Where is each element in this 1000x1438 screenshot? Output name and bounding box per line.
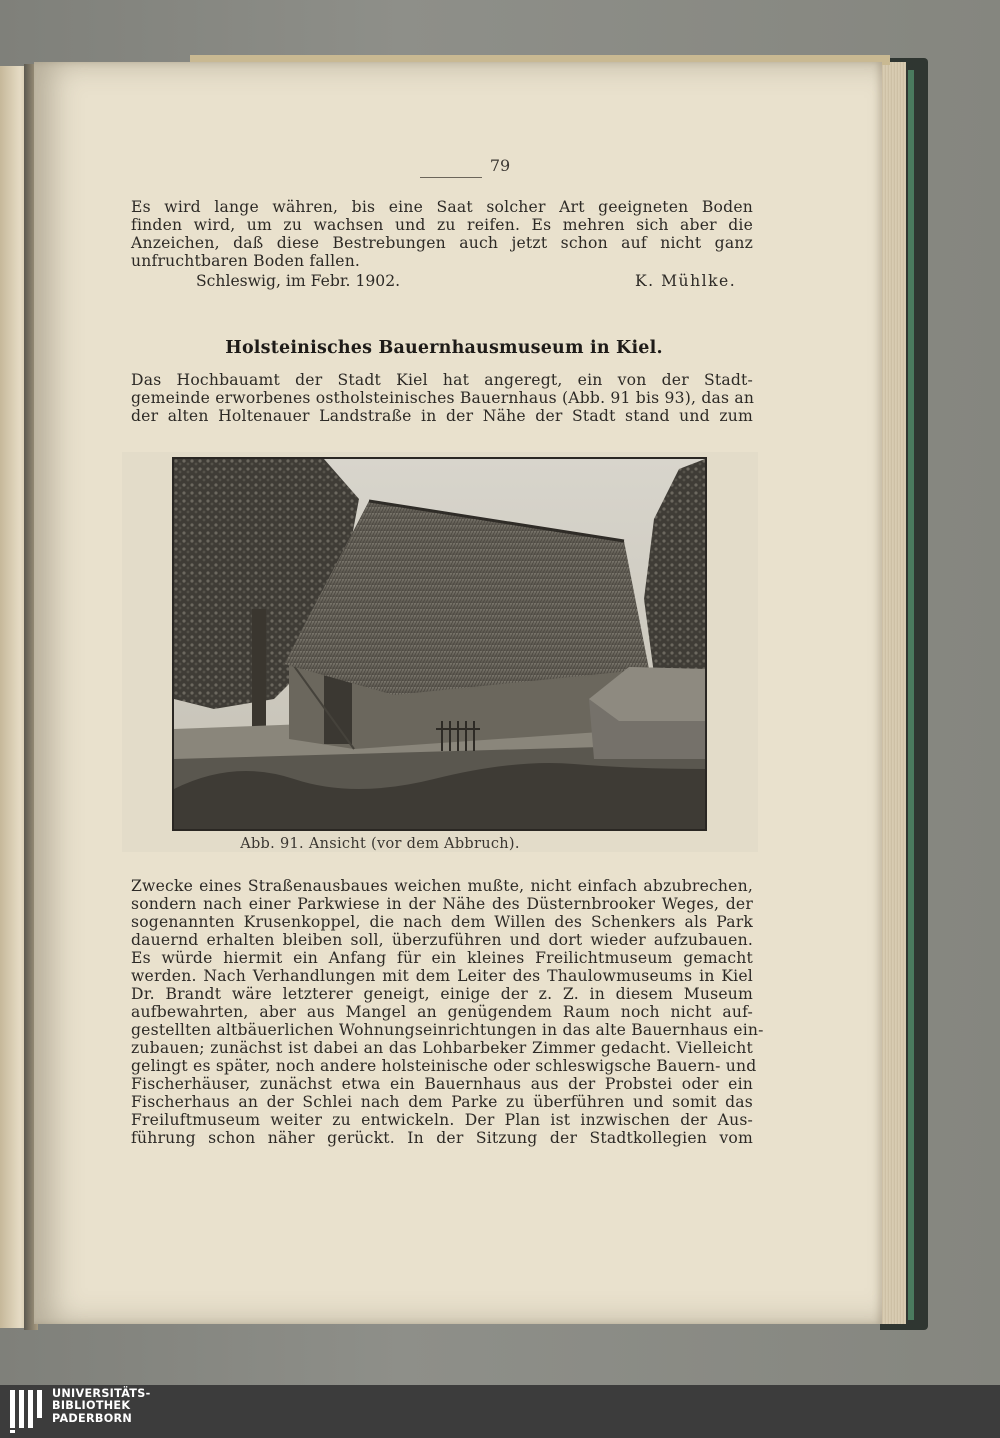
article-intro-paragraph	[131, 371, 753, 425]
library-name-line: PADERBORN	[52, 1411, 133, 1425]
text-line: Fischerhaus an der Schlei nach dem Parke zu überführen und somit das	[131, 1093, 753, 1111]
text-line: dauernd erhalten bleiben soll, überzuführen und dort wieder aufzubauen.	[131, 931, 753, 949]
figure-caption: Abb. 91. Ansicht (vor dem Abbruch).	[240, 836, 520, 852]
author-signature: K. Mühlke.	[635, 272, 737, 290]
library-name-line: UNIVERSITÄTS-	[52, 1387, 151, 1400]
cover-stripe	[908, 70, 914, 1320]
text-line: finden wird, um zu wachsen und zu reifen. Es mehren sich aber die	[131, 216, 753, 234]
library-logo-icon	[8, 1388, 44, 1434]
text-line: sondern nach einer Parkwiese in der Nähe des Düsternbrooker Weges, der	[131, 895, 753, 913]
text-line: Anzeichen, daß diese Bestrebungen auch jetzt schon auf nicht ganz	[131, 234, 753, 252]
intro-paragraph	[131, 198, 753, 270]
page-number: 79	[489, 156, 511, 175]
text-line: sogenannten Krusenkoppel, die nach dem Willen des Schenkers als Park	[131, 913, 753, 931]
library-name	[52, 1388, 151, 1425]
text-line: Das Hochbauamt der Stadt Kiel hat angeregt, ein von der Stadt-	[131, 371, 753, 389]
page-edges	[878, 62, 906, 1324]
text-line: führung schon näher gerückt. In der Sitzung der Stadtkollegien vom	[131, 1129, 753, 1147]
text-line: gemeinde erworbenes ostholsteinisches Bauernhaus (Abb. 91 bis 93), das an	[131, 389, 755, 407]
text-line: Es wird lange währen, bis eine Saat solcher Art geeigneten Boden	[131, 198, 753, 216]
text-line: gelingt es später, noch andere holsteinische oder schleswigsche Bauern- und	[131, 1057, 757, 1075]
text-line: Freiluftmuseum weiter zu entwickeln. Der Plan ist inzwischen der Aus-	[131, 1111, 753, 1129]
text-line: werden. Nach Verhandlungen mit dem Leiter des Thaulowmuseums in Kiel	[131, 967, 753, 985]
library-name-line: BIBLIOTHEK	[52, 1399, 131, 1413]
text-line: Es würde hiermit ein Anfang für ein kleines Freilichtmuseum gemacht	[131, 949, 753, 967]
article-title: Holsteinisches Bauernhausmuseum in Kiel.	[225, 338, 663, 358]
text-line: unfruchtbaren Boden fallen.	[131, 252, 361, 270]
page-number-rule	[420, 177, 482, 178]
article-body-paragraph	[131, 877, 764, 1147]
text-line: Zwecke eines Straßenausbaues weichen mußte, nicht einfach abzubrechen,	[131, 877, 753, 895]
place-date: Schleswig, im Febr. 1902.	[196, 272, 401, 290]
text-line: Dr. Brandt wäre letzterer geneigt, einige der z. Z. in diesem Museum	[131, 985, 753, 1003]
text-line: Fischerhäuser, zunächst etwa ein Bauernhaus aus der Probstei oder ein	[131, 1075, 753, 1093]
text-line: gestellten altbäuerlichen Wohnungseinrichtungen in das alte Bauernhaus ein-	[131, 1021, 764, 1039]
text-line: zubauen; zunächst ist dabei an das Lohbarbeker Zimmer gedacht. Vielleicht	[131, 1039, 753, 1057]
farmhouse-photo	[172, 457, 707, 831]
text-line: der alten Holtenauer Landstraße in der Nähe der Stadt stand und zum	[131, 407, 753, 425]
text-line: aufbewahrten, aber aus Mangel an genügendem Raum noch nicht auf-	[131, 1003, 753, 1021]
